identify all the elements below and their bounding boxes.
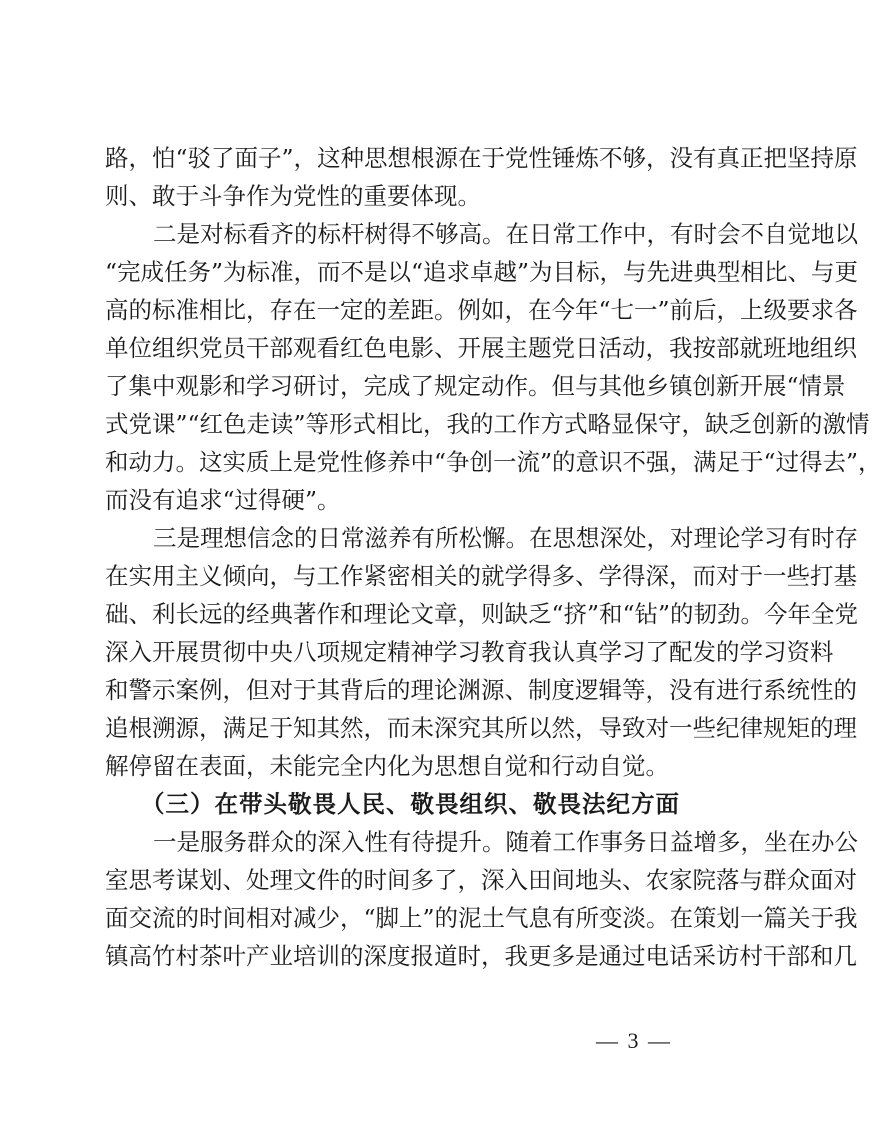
- text-line: 二是对标看齐的标杆树得不够高。在日常工作中，有时会不自觉地以: [153, 220, 858, 248]
- text-line: 三是理想信念的日常滋养有所松懈。在思想深处，对理论学习有时存: [153, 524, 858, 552]
- text-line: 和动力。这实质上是党性修养中“争创一流”的意识不强，满足于“过得去”，: [105, 448, 882, 476]
- text-line: 解停留在表面，未能完全内化为思想自觉和行动自觉。: [105, 752, 669, 780]
- text-line: 路，怕“驳了面子”，这种思想根源在于党性锤炼不够，没有真正把坚持原: [105, 144, 858, 172]
- body-text: [105, 139, 882, 975]
- text-line: 在实用主义倾向，与工作紧密相关的就学得多、学得深，而对于一些打基: [105, 562, 857, 590]
- text-line: 式党课”“红色走读”等形式相比，我的工作方式略显保守，缺乏创新的激情: [105, 410, 870, 438]
- text-line: 高的标准相比，存在一定的差距。例如，在今年“七一”前后，上级要求各: [105, 296, 858, 324]
- text-line: 和警示案例，但对于其背后的理论渊源、制度逻辑等，没有进行系统性的: [105, 676, 857, 704]
- text-line: 镇高竹村茶叶产业培训的深度报道时，我更多是通过电话采访村干部和几: [105, 942, 857, 970]
- text-line: 室思考谋划、处理文件的时间多了，深入田间地头、农家院落与群众面对: [105, 866, 857, 894]
- section-heading: （三）在带头敬畏人民、敬畏组织、敬畏法纪方面: [141, 790, 680, 818]
- text-line: 面交流的时间相对减少，“脚上”的泥土气息有所变淡。在策划一篇关于我: [105, 904, 858, 932]
- text-line: 则、敢于斗争作为党性的重要体现。: [105, 182, 481, 210]
- text-line: 深入开展贯彻中央八项规定精神学习教育我认真学习了配发的学习资料: [105, 638, 834, 666]
- text-line: 一是服务群众的深入性有待提升。随着工作事务日益增多，坐在办公: [153, 828, 858, 856]
- text-line: 单位组织党员干部观看红色电影、开展主题党日活动，我按部就班地组织: [105, 334, 857, 362]
- page-number: — 3 —: [596, 1028, 672, 1053]
- text-line: 了集中观影和学习研讨，完成了规定动作。但与其他乡镇创新开展“情景: [105, 372, 846, 400]
- text-line: 础、利长远的经典著作和理论文章，则缺乏“挤”和“钻”的韧劲。今年全党: [105, 600, 859, 628]
- text-line: “完成任务”为标准，而不是以“追求卓越”为目标，与先进典型相比、与更: [105, 258, 859, 286]
- text-line: 追根溯源，满足于知其然，而未深究其所以然，导致对一些纪律规矩的理: [105, 714, 857, 742]
- text-line: 而没有追求“过得硬”。: [105, 486, 341, 514]
